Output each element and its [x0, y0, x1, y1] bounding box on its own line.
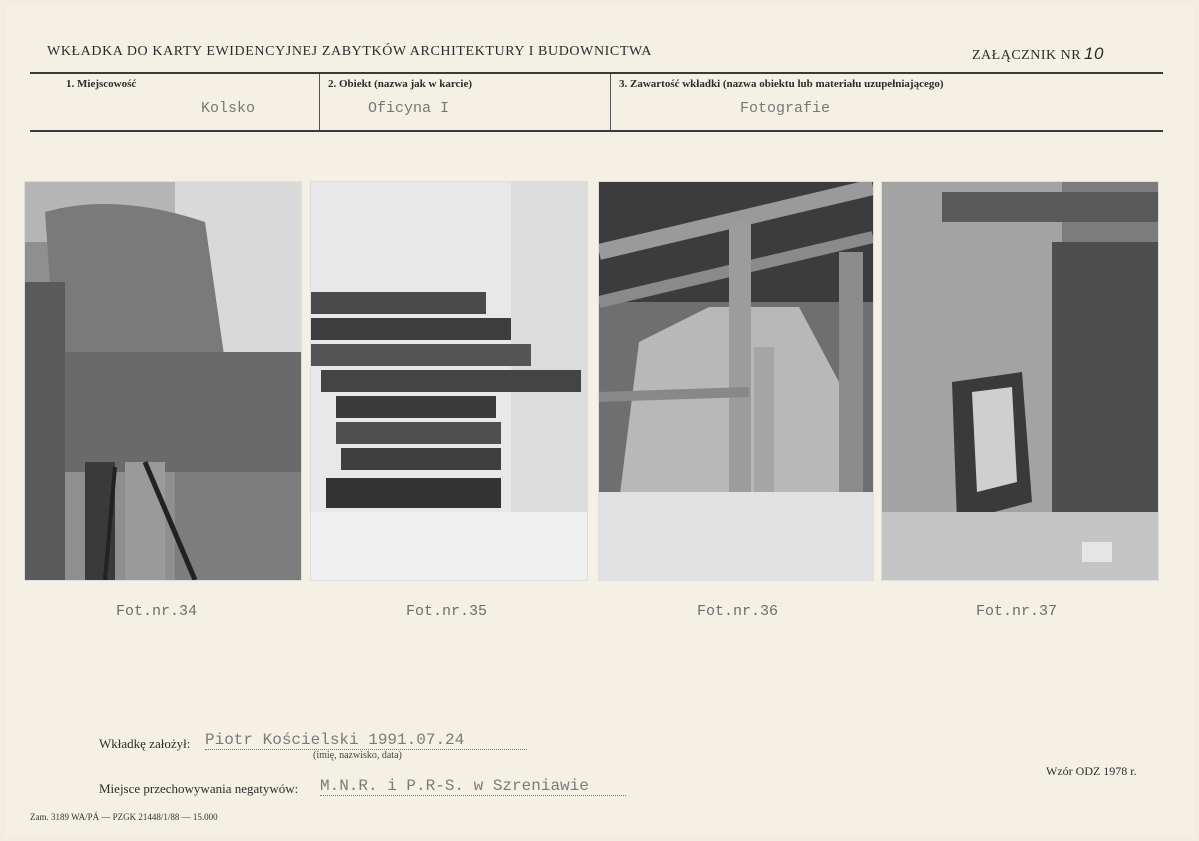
photo-35-caption: Fot.nr.35: [406, 603, 488, 620]
negatives-label: Miejsce przechowywania negatywów:: [99, 781, 299, 796]
object-value: Oficyna I: [368, 100, 450, 117]
photo-37: [881, 181, 1159, 581]
field-divider: [319, 74, 320, 130]
photo-34: [24, 181, 302, 581]
location-label: 1. Miejscowość: [66, 78, 137, 90]
photo-35: [310, 181, 588, 581]
photo-37-caption: Fot.nr.37: [976, 603, 1058, 620]
negatives-value: M.N.R. i P.R-S. w Szreniawie: [320, 777, 626, 796]
header-rule-bottom: [30, 130, 1163, 132]
header-rule-top: [30, 72, 1163, 74]
object-label: 2. Obiekt (nazwa jak w karcie): [328, 78, 473, 90]
annex-label: ZAŁĄCZNIK NR: [972, 48, 1082, 63]
photo-36: [598, 181, 874, 581]
annex-number: [972, 44, 1104, 64]
template-info: Wzór ODZ 1978 r.: [1046, 764, 1137, 778]
photo-35-image: [311, 182, 587, 580]
founder-hint: (imię, nazwisko, data): [313, 750, 402, 761]
photo-34-image: [25, 182, 301, 580]
photo-36-caption: Fot.nr.36: [697, 603, 779, 620]
founder-value: Piotr Kościelski 1991.07.24: [205, 731, 527, 750]
contents-value: Fotografie: [740, 100, 831, 117]
annex-number-value: 10: [1084, 44, 1104, 63]
document-title: WKŁADKA DO KARTY EWIDENCYJNEJ ZABYTKÓW ARCHITEKTURY I BUDOWNICTWA: [47, 44, 652, 59]
print-info: Zam. 3189 WA/PÁ — PZGK 21448/1/88 — 15.000: [30, 812, 218, 822]
contents-label: 3. Zawartość wkładki (nazwa obiektu lub materiału uzupełniającego): [619, 78, 944, 90]
field-divider: [610, 74, 611, 130]
founder-label: Wkładkę założył:: [99, 736, 191, 751]
location-value: Kolsko: [201, 100, 256, 117]
photo-36-image: [599, 182, 873, 580]
photo-34-caption: Fot.nr.34: [116, 603, 198, 620]
photo-37-image: [882, 182, 1158, 580]
